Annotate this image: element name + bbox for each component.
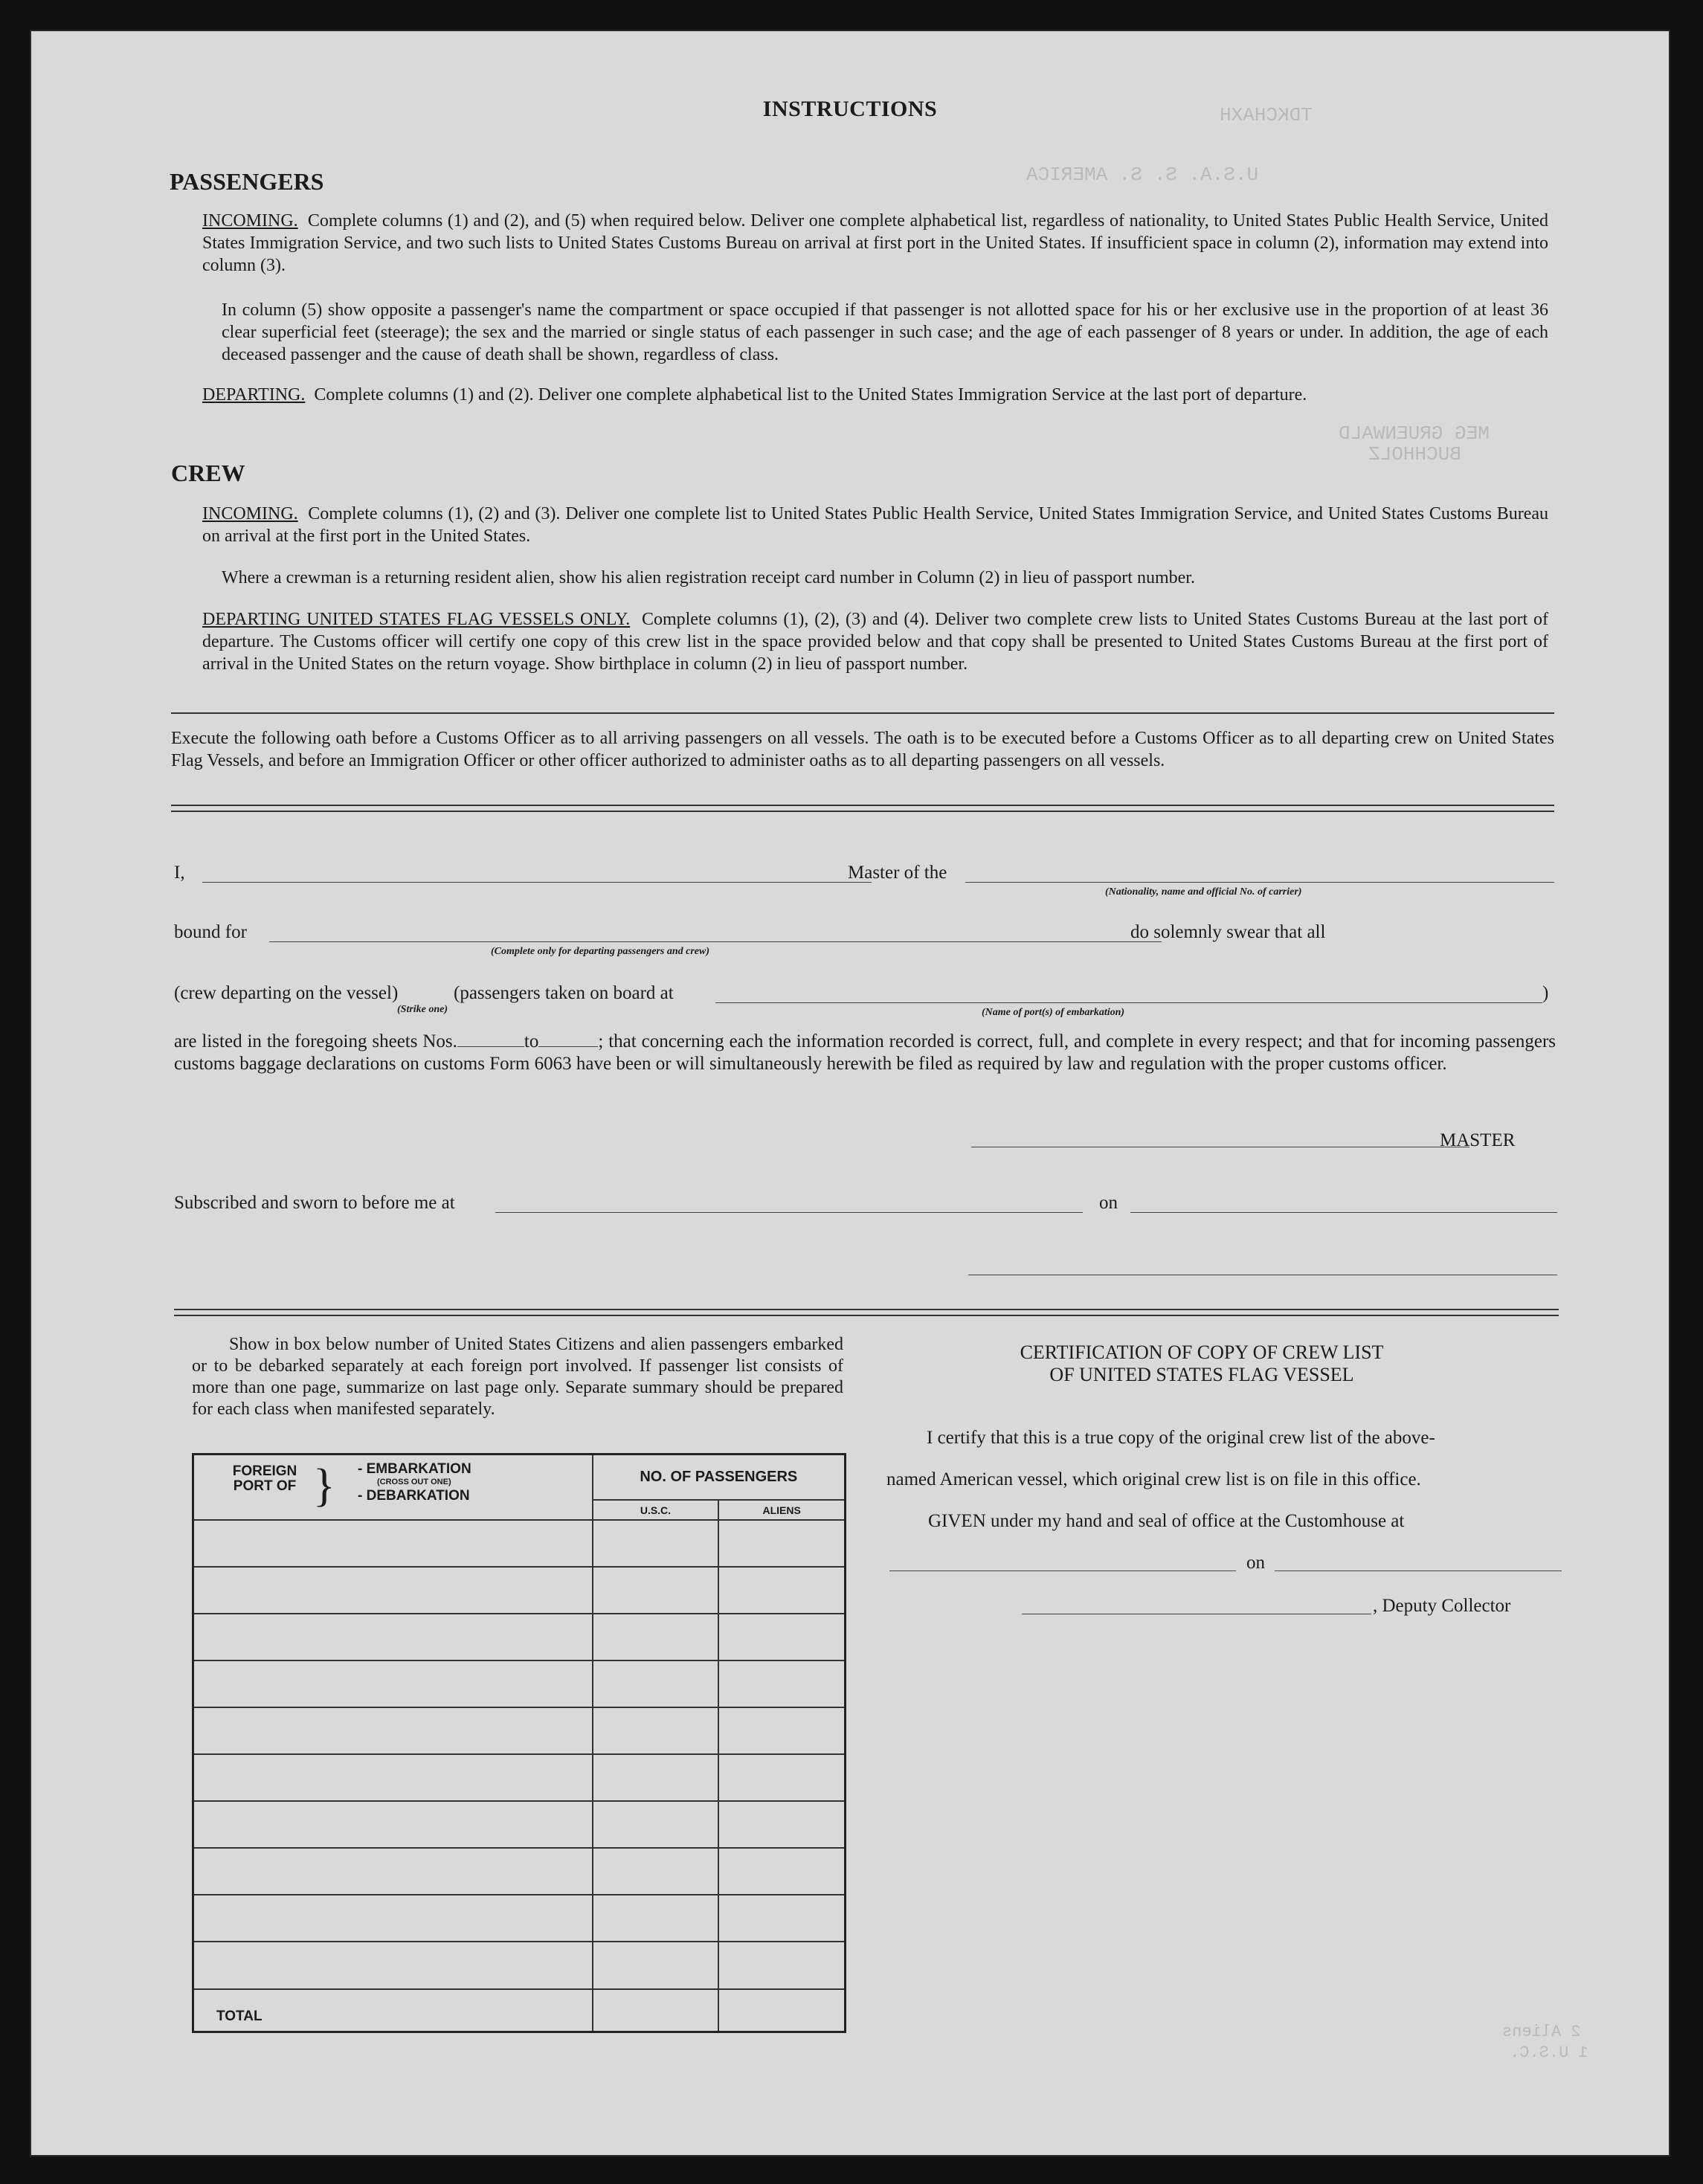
crew-departing-para	[202, 608, 1548, 675]
close-paren: )	[1542, 983, 1549, 1003]
sheet-to-field[interactable]	[538, 1046, 598, 1047]
passengers-incoming-label: INCOMING.	[202, 211, 298, 231]
passengers-incoming-para	[202, 210, 1548, 277]
show-through-text: MEG GRUENWALD	[1339, 422, 1490, 445]
passengers-departing-para	[202, 384, 1548, 406]
subscribed-on-label: on	[1099, 1193, 1118, 1213]
passengers-incoming-text: Complete columns (1) and (2), and (5) when required below. Deliver one complete alphabetical list, regardless of nationality, to United States Public Health Service, United States Immigration Service, and two such lists to United States Customs Bureau on arrival at first port in the United States. If insufficient space in column (2), information may extend into column (3).	[202, 211, 1548, 275]
listed-in-label: are listed in the foregoing sheets Nos.	[174, 1031, 457, 1051]
embarkation-port-field[interactable]	[715, 1002, 1542, 1003]
debarkation-label: - DEBARKATION	[358, 1488, 470, 1504]
port-header-cell	[193, 1455, 593, 1521]
bound-for-label: bound for	[174, 922, 247, 942]
crew-incoming-label: INCOMING.	[202, 504, 298, 524]
oath-i-label: I,	[174, 863, 185, 883]
summary-row[interactable]	[193, 1942, 846, 1988]
summary-row[interactable]	[193, 1707, 846, 1754]
sheet-from-field[interactable]	[457, 1046, 524, 1047]
page-title: INSTRUCTIONS	[762, 97, 938, 121]
swear-label: do solemnly swear that all	[1130, 922, 1326, 942]
listed-paragraph	[174, 1031, 1556, 1075]
oath-intro: Execute the following oath before a Customs Officer as to all arriving passengers on all vessels. The oath is to be executed before a Customs Officer as to all departing crew on United States Flag Vessels, and before an Immigration Officer or other officer authorized to administer oaths as to all departing passengers on all vessels.	[171, 729, 1554, 770]
crew-departing-option: (crew departing on the vessel)	[174, 983, 399, 1003]
certification-line1: I certify that this is a true copy of the original crew list of the above-	[927, 1428, 1435, 1448]
double-rule-top-2	[174, 1309, 1559, 1310]
deputy-collector-label: , Deputy Collector	[1373, 1596, 1511, 1616]
certification-title-line1: CERTIFICATION OF COPY OF CREW LIST	[1020, 1341, 1384, 1363]
passengers-column5-para: In column (5) show opposite a passenger's name the compartment or space occupied if that passenger is not allotted space for his or her exclusive use in the proportion of at least 36 clear superficial feet (steerage); the sex and the married or single status of each passenger in such case; and the age of each passenger of 8 years or under. In addition, the age of each deceased passenger and the cause of death shall be shown, regardless of class.	[222, 300, 1548, 364]
double-rule-bottom-2	[174, 1315, 1559, 1316]
usc-header: U.S.C.	[593, 1500, 719, 1520]
show-through-text: TDKCHAXH	[1220, 104, 1313, 126]
brace-icon: }	[313, 1460, 335, 1511]
double-rule-bottom	[171, 811, 1554, 812]
to-label: to	[524, 1031, 539, 1051]
embarkation-label: - EMBARKATION	[358, 1461, 471, 1477]
section-divider	[171, 712, 1554, 714]
no-of-passengers-header: NO. OF PASSENGERS	[593, 1455, 846, 1501]
master-of-label: Master of the	[848, 863, 947, 883]
summary-row[interactable]	[193, 1567, 846, 1614]
strike-one-note: (Strike one)	[397, 1004, 448, 1015]
passengers-departing-text: Complete columns (1) and (2). Deliver one complete alphabetical list to the United States Immigration Service at the last port of departure.	[314, 385, 1307, 405]
summary-row[interactable]	[193, 1801, 846, 1848]
summary-row[interactable]	[193, 1660, 846, 1707]
certification-line2: named American vessel, which original crew list is on file in this office.	[886, 1469, 1421, 1489]
ports-note: (Name of port(s) of embarkation)	[982, 1007, 1125, 1018]
summary-total-row[interactable]	[193, 1989, 846, 2032]
total-label: TOTAL	[193, 1989, 593, 2032]
summary-instructions: Show in box below number of United States Citizens and alien passengers embarked or to be debarked separately at each foreign port involved. If passenger list consists of more than one page, summarize on last page only. Separate summary should be prepared for each class when manifested separately.	[192, 1335, 843, 1419]
summary-row[interactable]	[193, 1754, 846, 1801]
certification-title-line2: OF UNITED STATES FLAG VESSEL	[1049, 1364, 1354, 1385]
passengers-taken-option: (passengers taken on board at	[454, 983, 674, 1003]
show-through-text: 1 U.S.C.	[1510, 2043, 1588, 2062]
master-label: MASTER	[1440, 1130, 1516, 1150]
passengers-heading: PASSENGERS	[170, 168, 324, 195]
double-rule-top	[171, 805, 1554, 806]
bound-for-field[interactable]	[269, 941, 1162, 942]
crew-incoming-para	[202, 503, 1548, 547]
summary-row[interactable]	[193, 1895, 846, 1942]
crew-departing-label: DEPARTING UNITED STATES FLAG VESSELS ONLY.	[202, 610, 631, 629]
passengers-departing-label: DEPARTING.	[202, 385, 306, 405]
crew-heading: CREW	[171, 460, 245, 486]
aliens-header: ALIENS	[718, 1500, 845, 1520]
summary-row[interactable]	[193, 1848, 846, 1895]
passenger-summary-table	[192, 1453, 846, 2033]
subscribed-label: Subscribed and sworn to before me at	[174, 1193, 455, 1213]
certification-line3: GIVEN under my hand and seal of office at the Customhouse at	[928, 1511, 1405, 1531]
crew-resident-para: Where a crewman is a returning resident alien, show his alien registration receipt card number in Column (2) in lieu of passport number.	[222, 568, 1195, 587]
nationality-note: (Nationality, name and official No. of carrier)	[1105, 886, 1302, 898]
foreign-port-of-label: FOREIGN PORT OF	[232, 1463, 297, 1494]
complete-only-note: (Complete only for departing passengers and crew)	[491, 946, 709, 957]
show-through-text: BUCHHOLZ	[1368, 443, 1461, 466]
subscribed-date-field[interactable]	[1130, 1212, 1557, 1213]
listed-rest: ; that concerning each the information recorded is correct, full, and complete in every respect; and that for incoming passengers customs baggage declarations on customs Form 6063 have been or will simultaneously herewith be filed as required by law and regulation with the proper customs officer.	[174, 1031, 1556, 1074]
form-page	[30, 30, 1670, 2156]
summary-row[interactable]	[193, 1614, 846, 1660]
show-through-text: U.S.A. S. S. AMERICA	[1026, 164, 1259, 186]
show-through-text: 2 Aliens	[1502, 2023, 1581, 2041]
crew-incoming-text: Complete columns (1), (2) and (3). Deliver one complete list to United States Public Health Service, United States Immigration Service, and United States Customs Bureau on arrival at the first port in the United States.	[202, 504, 1549, 546]
cross-out-note: (CROSS OUT ONE)	[377, 1478, 451, 1486]
certification-title	[889, 1341, 1514, 1386]
certification-on-label: on	[1246, 1553, 1265, 1573]
summary-row[interactable]	[193, 1520, 846, 1567]
carrier-field[interactable]	[965, 882, 1554, 883]
subscribed-place-field[interactable]	[495, 1212, 1083, 1213]
master-name-field[interactable]	[202, 882, 872, 883]
crew-departing-text: Complete columns (1), (2), (3) and (4). Deliver two complete crew lists to United States Customs Bureau at the last port of departure. The Customs officer will certify one copy of this crew list in the space provided below and that copy shall be presented to United States Customs Bureau at the first port of arrival in the United States on the return voyage. Show birthplace in column (2) in lieu of passport number.	[202, 610, 1548, 674]
